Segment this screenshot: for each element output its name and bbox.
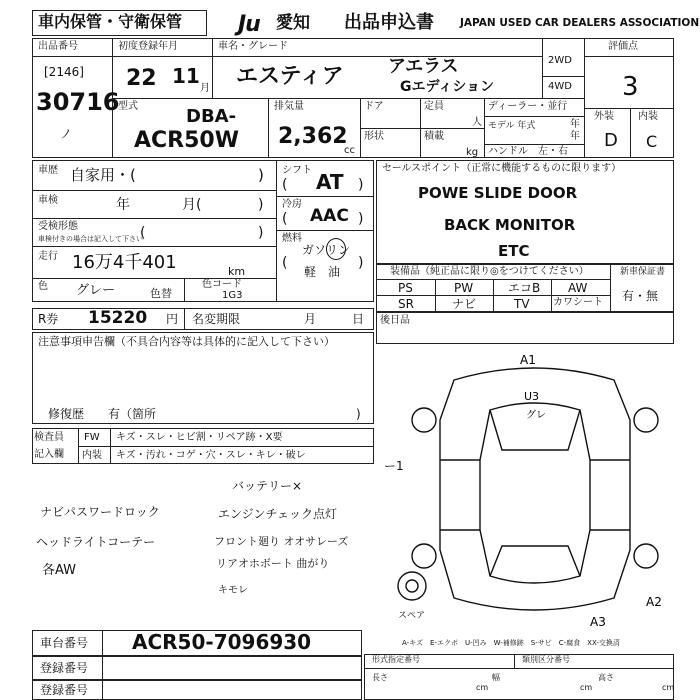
month-unit: 月 <box>200 83 210 94</box>
history-value: 自家用・( <box>70 166 136 184</box>
history-close: ) <box>258 166 264 184</box>
color-label: 色 <box>38 281 48 292</box>
divider <box>584 108 674 109</box>
rear-window <box>490 546 580 576</box>
inspector-label: 検査員 <box>34 432 64 443</box>
note-line: キモレ <box>218 585 248 596</box>
repair-label: 修復歴 有（箇所 <box>48 407 157 421</box>
divider <box>184 308 185 330</box>
category-number-label: 類別区分番号 <box>522 655 570 664</box>
displacement-unit: cc <box>344 145 355 156</box>
color-value: グレー <box>76 283 116 298</box>
divider <box>276 160 277 302</box>
displacement-label: 排気量 <box>274 101 304 112</box>
divider <box>542 76 584 77</box>
shift-close: ) <box>358 177 364 193</box>
color-code-label: 色コード <box>202 279 242 290</box>
type-label: 型式 <box>118 101 138 112</box>
divider <box>110 428 111 464</box>
damage-mark-a3: A3 <box>590 615 606 628</box>
model-year-label: モデル 年式 <box>488 121 536 131</box>
divider <box>484 98 485 158</box>
drive-2wd: 2WD <box>548 55 572 66</box>
divider <box>32 56 112 57</box>
type-prefix: DBA- <box>186 106 237 127</box>
inspection-year: 年 <box>116 197 130 213</box>
width-label: 幅 <box>492 673 500 682</box>
grade-line2: Gエディション <box>400 79 495 95</box>
expiry-label: 名変期限 <box>192 312 241 326</box>
selling-points-label: セールスポイント（正常に機能するものに限ります） <box>382 163 622 174</box>
width-unit: cm <box>580 683 593 692</box>
year-unit-1: 年 <box>570 119 580 130</box>
divider <box>112 98 584 99</box>
year-unit-2: 年 <box>570 131 580 142</box>
fw-items: キズ・スレ・ヒビ割・リペア跡・X要 <box>116 432 283 443</box>
wheel <box>412 408 436 432</box>
equipment-item: エコB <box>508 281 541 295</box>
mileage-value: 16万4千401 <box>72 252 177 273</box>
acceptance-note: 車検付きの場合は記入して下さい <box>38 235 143 243</box>
interior-grade: C <box>646 132 658 151</box>
divider <box>493 279 494 312</box>
handle-label: ハンドル 左・右 <box>488 146 568 157</box>
wheel <box>412 544 436 568</box>
divider <box>32 190 276 191</box>
aircon-close: ) <box>358 211 364 227</box>
lot-label: 出品番号 <box>38 41 78 52</box>
form-number-label: 形式指定番号 <box>372 655 420 664</box>
equipment-item: PS <box>398 281 413 295</box>
chassis-label: 車台番号 <box>40 636 89 650</box>
divider <box>610 264 611 312</box>
divider <box>484 144 584 145</box>
lot-sub-number: [2146] <box>44 65 84 79</box>
load-unit: kg <box>466 147 479 158</box>
type-value: ACR50W <box>134 128 239 153</box>
height-unit: cm <box>662 683 675 692</box>
divider <box>276 196 374 197</box>
expiry-day: 日 <box>352 312 365 326</box>
chassis-number: ACR50-7096930 <box>132 630 312 654</box>
wheel <box>634 544 658 568</box>
car-damage-diagram <box>394 350 676 628</box>
registration-year: 22 <box>126 66 157 91</box>
grade-line1: アエラス <box>388 56 459 77</box>
aircon-label: 冷房 <box>282 199 302 210</box>
divider <box>630 108 631 158</box>
reg-number-label-2: 登録番号 <box>40 683 89 697</box>
shift-value: AT <box>316 170 344 194</box>
recycle-label: R券 <box>38 312 59 326</box>
evaluation-label: 評価点 <box>608 41 638 52</box>
note-line: リアオホボート 曲がり <box>216 557 330 570</box>
exterior-grade: D <box>604 130 618 151</box>
shift-label: シフト <box>282 165 312 176</box>
exterior-label: 外装 <box>594 111 614 122</box>
divider <box>184 278 185 302</box>
divider <box>435 279 436 312</box>
note-line: ヘッドライトコーテー <box>36 535 156 549</box>
acceptance-label: 受検形態 <box>38 221 78 232</box>
model-label: 車名・グレード <box>218 41 288 52</box>
divider <box>32 246 276 247</box>
divider <box>212 38 213 98</box>
new-car-warranty-label: 新車保証書 <box>620 267 666 277</box>
inspection-close: ) <box>258 197 264 213</box>
selling-point-1: POWE SLIDE DOOR <box>418 184 578 202</box>
note-line: バッテリー× <box>232 479 303 493</box>
displacement-value: 2,362 <box>278 124 348 149</box>
note-mark: ー1 <box>384 459 404 473</box>
divider <box>78 446 374 447</box>
wheel <box>634 408 658 432</box>
evaluation-score: 3 <box>622 72 639 102</box>
shift-open: ( <box>282 177 288 193</box>
car-body-outline <box>440 368 630 610</box>
lot-number: 30716 <box>36 88 120 116</box>
fuel-selected-mark <box>326 238 346 260</box>
note-line: エンジンチェック点灯 <box>218 507 338 521</box>
drive-4wd: 4WD <box>548 81 572 92</box>
recycle-value: 15220 <box>88 308 148 328</box>
later-items-label: 後日品 <box>380 315 410 326</box>
load-label: 積載 <box>424 131 444 142</box>
notes-label: 注意事項申告欄（不具合内容等は具体的に記入して下さい） <box>38 335 335 348</box>
lot-mark: ノ <box>60 127 73 141</box>
mileage-unit: km <box>228 265 246 278</box>
damage-mark-gray: グレ <box>526 410 546 421</box>
fuel-open: ( <box>282 255 288 271</box>
later-items-box <box>376 312 674 344</box>
association-name: JAPAN USED CAR DEALERS ASSOCIATION <box>460 17 700 29</box>
length-label: 長さ <box>372 673 388 682</box>
dealer-label: ディーラー・並行 <box>488 101 568 112</box>
note-line: フロント廻り オオサレーズ <box>214 535 349 548</box>
interior-check-label: 内装 <box>82 450 102 461</box>
inspection-label: 車検 <box>38 195 58 206</box>
reg-number-label: 登録番号 <box>40 661 89 675</box>
divider <box>551 279 552 312</box>
storage-label: 車内保管・守衛保管 <box>38 12 183 31</box>
spare-label: スペア <box>398 611 426 621</box>
org-name: 愛知 <box>276 13 310 33</box>
divider <box>268 98 269 158</box>
acceptance-close: ) <box>258 225 264 241</box>
note-line: 各AW <box>42 563 77 578</box>
recycle-unit: 円 <box>166 312 179 326</box>
shape-label: 形状 <box>364 131 384 142</box>
fuel-close: ) <box>358 255 364 271</box>
capacity-unit: 人 <box>472 117 482 128</box>
color-number-label: 色替 <box>150 287 172 300</box>
aircon-open: ( <box>282 211 288 227</box>
equipment-item: TV <box>514 297 530 311</box>
expiry-month: 月 <box>304 312 317 326</box>
color-code-value: 1G3 <box>222 290 243 301</box>
fuel-gasoline: ガソリン <box>302 243 351 257</box>
ju-logo: Ju <box>238 12 260 37</box>
fuel-diesel: 軽 油 <box>304 265 341 279</box>
length-unit: cm <box>476 683 489 692</box>
height-label: 高さ <box>598 673 614 682</box>
divider <box>584 56 674 57</box>
divider <box>364 668 674 669</box>
equipment-label: 装備品（純正品に限り◎をつけてください） <box>390 266 589 277</box>
capacity-label: 定員 <box>424 101 444 112</box>
equipment-item: ナビ <box>452 297 477 311</box>
equipment-item: カワシート <box>553 297 603 308</box>
new-car-warranty-value: 有・無 <box>622 289 659 303</box>
damage-mark-a1: A1 <box>520 353 536 367</box>
spare-tire <box>398 572 426 600</box>
acceptance-open: ( <box>140 225 146 241</box>
divider <box>360 128 484 129</box>
selling-point-2: BACK MONITOR <box>444 216 576 234</box>
aircon-value: AAC <box>310 206 349 226</box>
divider <box>276 230 374 231</box>
form-title: 出品申込書 <box>344 12 434 33</box>
model-name: エスティア <box>236 64 344 89</box>
divider <box>420 98 421 158</box>
interior-items: キズ・汚れ・コゲ・穴・スレ・キレ・破レ <box>116 450 306 461</box>
fw-label: FW <box>84 432 100 443</box>
repair-close: ) <box>356 407 361 421</box>
inspection-month: 月( <box>182 197 202 213</box>
registration-label: 初度登録年月 <box>118 41 178 52</box>
interior-label: 内装 <box>638 111 658 122</box>
divider <box>484 116 584 117</box>
divider <box>112 56 542 57</box>
divider <box>514 654 515 668</box>
equipment-item: PW <box>454 281 474 295</box>
note-line: ナビパスワードロック <box>40 505 160 519</box>
mileage-label: 走行 <box>38 251 58 262</box>
divider <box>542 38 543 98</box>
divider <box>32 218 276 219</box>
door-label: ドア <box>364 101 384 112</box>
history-label: 車歴 <box>38 165 58 176</box>
damage-mark-u3: U3 <box>524 390 540 403</box>
fuel-label: 燃料 <box>282 233 302 244</box>
damage-mark-a2: A2 <box>646 595 662 609</box>
fill-label: 記入欄 <box>34 449 64 460</box>
equipment-item: SR <box>398 297 414 311</box>
damage-legend: A-キズ E-エクボ U-凹み W-補修跡 S-サビ C-腐食 XX-交換済 <box>402 639 620 647</box>
registration-month: 11 <box>172 64 200 88</box>
equipment-item: AW <box>568 281 588 295</box>
selling-point-3: ETC <box>498 242 530 260</box>
